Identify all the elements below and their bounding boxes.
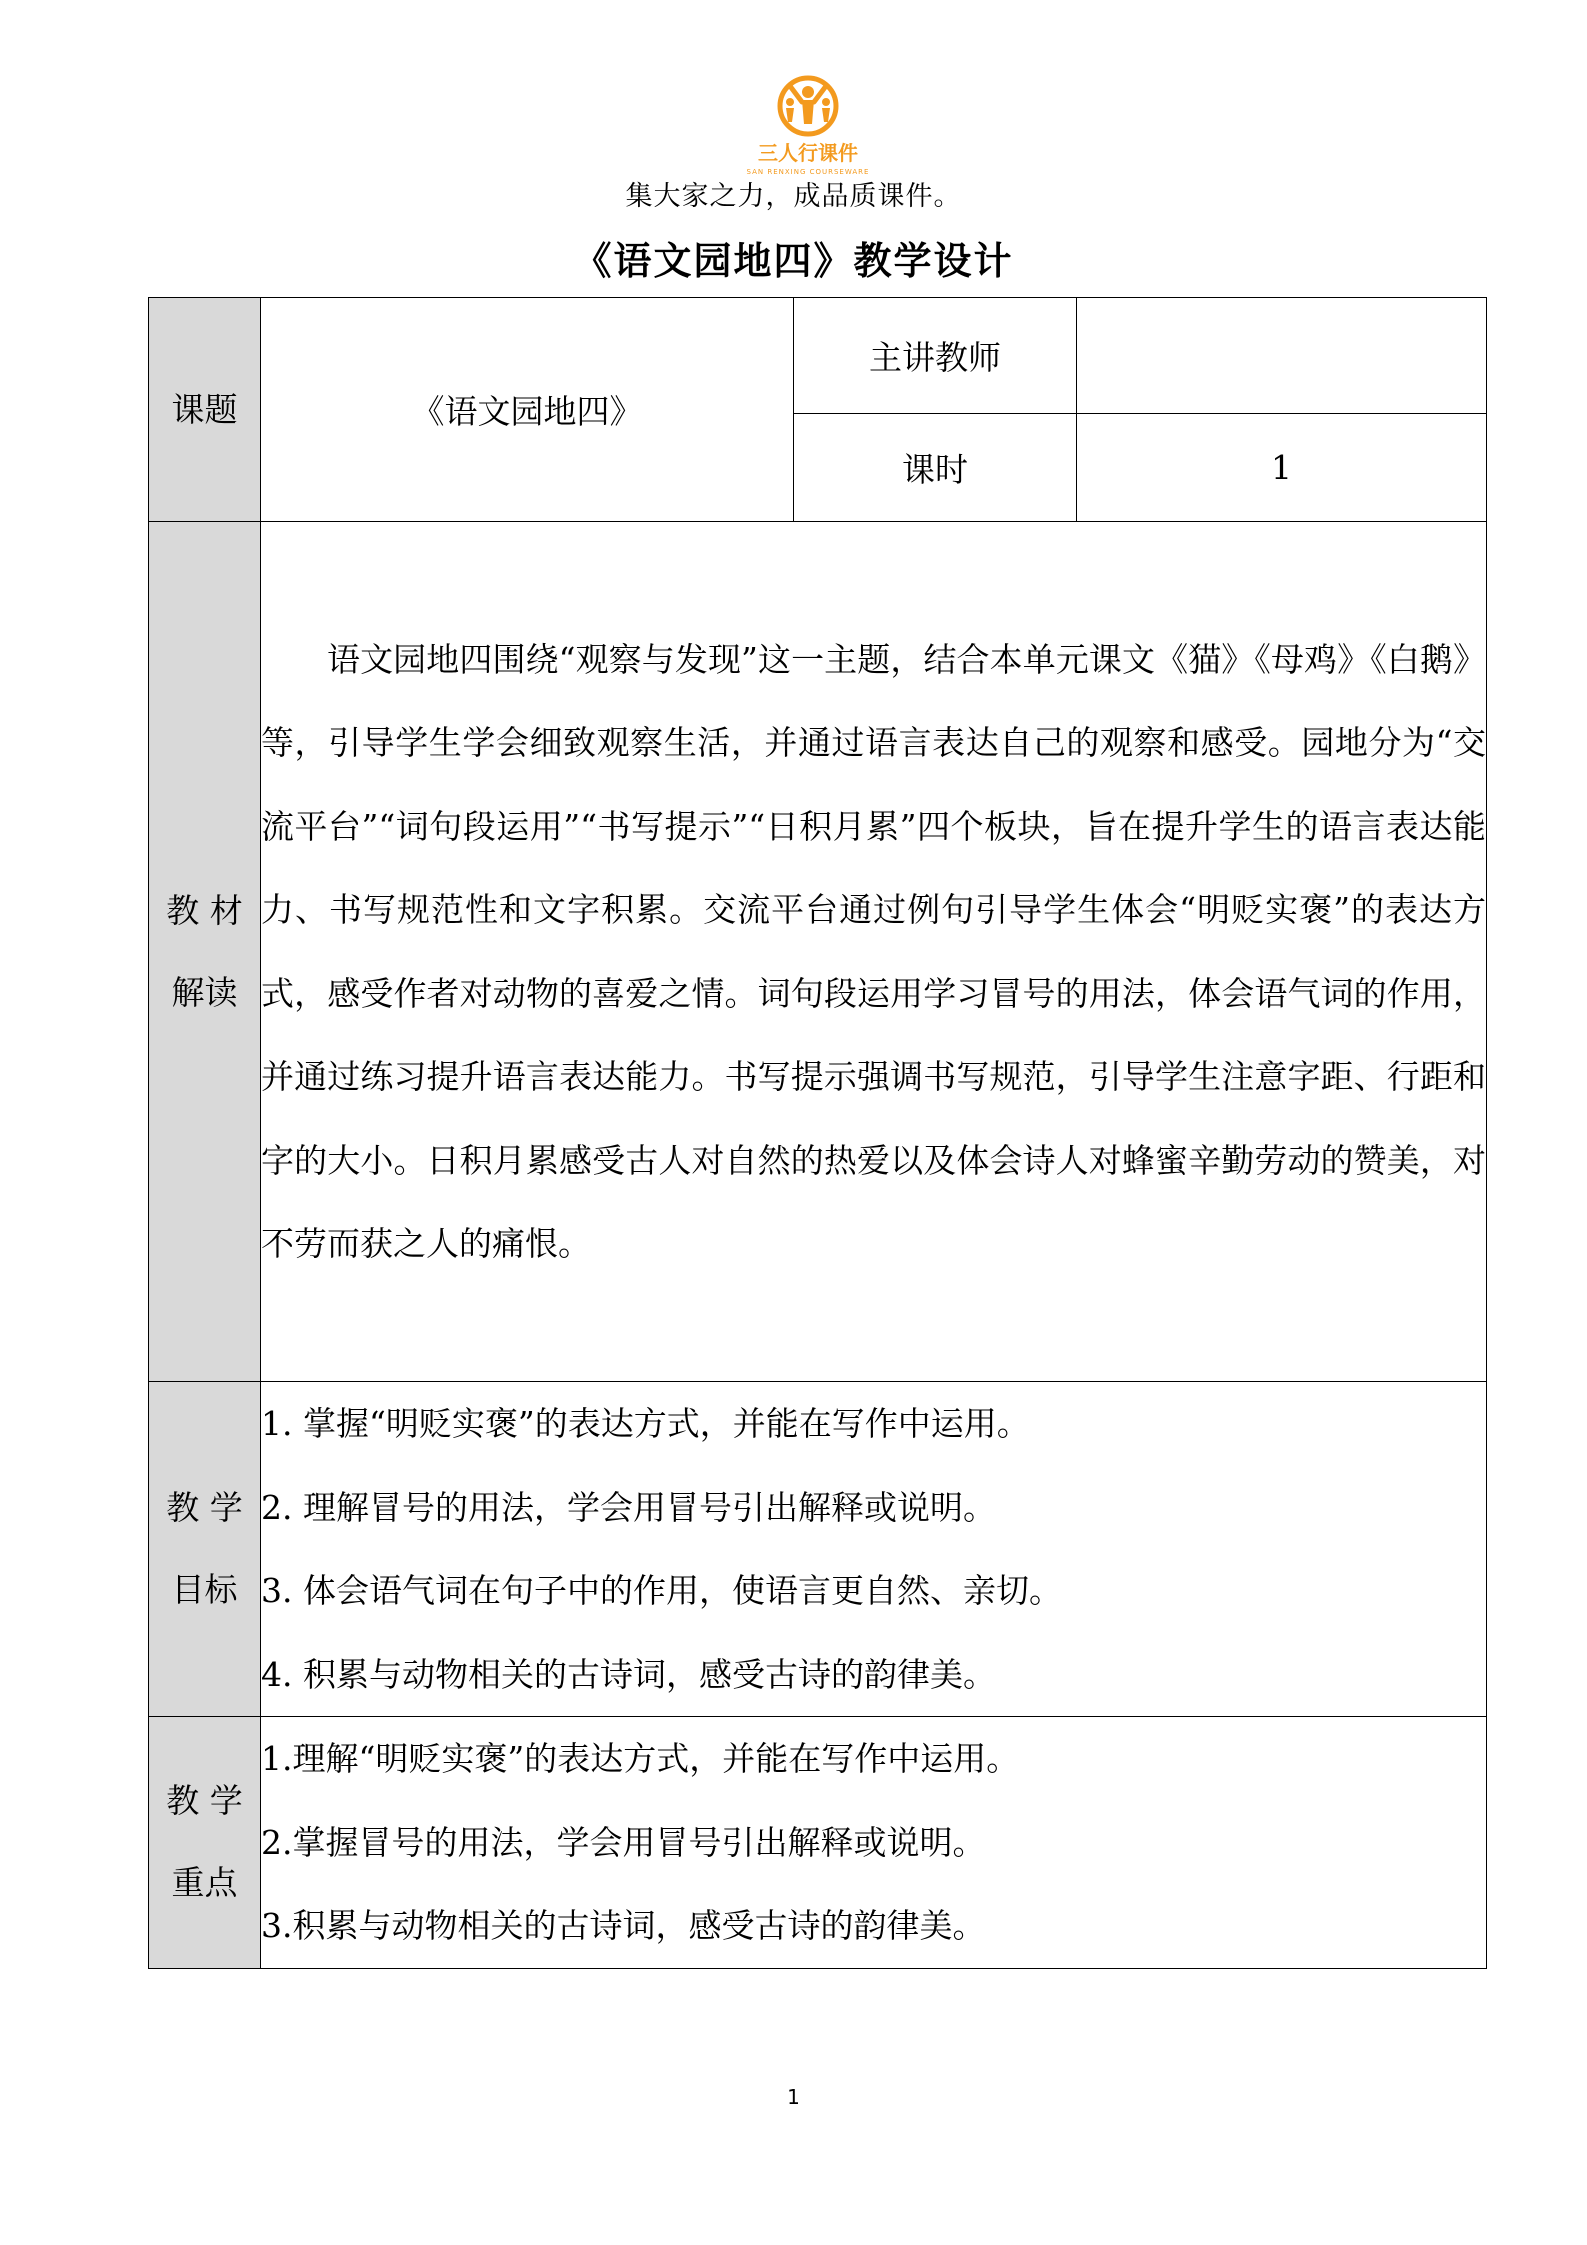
- topic-label: 课题: [149, 298, 261, 522]
- topic-row: [149, 298, 1487, 414]
- goals-label: [149, 1382, 261, 1717]
- material-label: [149, 522, 261, 1382]
- material-label-line1: 教 材: [166, 890, 243, 930]
- document-title: 《语文园地四》教学设计: [573, 238, 1014, 283]
- goals-label-line1: 教 学: [166, 1488, 243, 1527]
- topic-value: 《语文园地四》: [261, 298, 794, 522]
- goal-item: 3. 体会语气词在句子中的作用，使语言更自然、亲切。: [261, 1571, 1062, 1610]
- page-number: 1: [787, 2085, 800, 2109]
- material-text: 语文园地四围绕“观察与发现”这一主题，结合本单元课文《猫》《母鸡》《白鹅》等，引导学生学会细致观察生活，并通过语言表达自己的观察和感受。园地分为“交流平台”“词句段运用”“书写提示”“日积月累”四个板块，旨在提升学生的语言表达能力、书写规范性和文字积累。交流平台通过例句引导学生体会“明贬实褒”的表达方式，感受作者对动物的喜爱之情。词句段运用学习冒号的用法，体会语气词的作用，并通过练习提升语言表达能力。书写提示强调书写规范，引导学生注意字距、行距和字的大小。日积月累感受古人对自然的热爱以及体会诗人对蜂蜜辛勤劳动的赞美，对不劳而获之人的痛恨。: [261, 639, 1486, 1263]
- key-points-label: [149, 1717, 261, 1969]
- svg-text:三人行课件: 三人行课件: [758, 141, 858, 165]
- key-points-label-line2: 重点: [171, 1863, 238, 1903]
- lesson-plan-table: [148, 297, 1487, 1969]
- material-content: [261, 522, 1487, 1382]
- key-points-content: [261, 1717, 1487, 1969]
- goal-item: 2. 理解冒号的用法，学会用冒号引出解释或说明。: [261, 1487, 996, 1527]
- key-point-item: 1.理解“明贬实褒”的表达方式，并能在写作中运用。: [261, 1739, 1020, 1778]
- key-points-row: [149, 1717, 1487, 1969]
- teacher-value: [1077, 298, 1487, 414]
- goals-content: [261, 1382, 1487, 1717]
- goal-item: 4. 积累与动物相关的古诗词，感受古诗的韵律美。: [261, 1654, 996, 1694]
- key-points-label-line1: 教 学: [166, 1781, 243, 1821]
- hours-label: 课时: [794, 414, 1077, 522]
- svg-text:SAN RENXING COURSEWARE: SAN RENXING COURSEWARE: [746, 168, 870, 176]
- key-point-item: 2.掌握冒号的用法，学会用冒号引出解释或说明。: [261, 1822, 986, 1862]
- goal-item: 1. 掌握“明贬实褒”的表达方式，并能在写作中运用。: [261, 1404, 1030, 1443]
- tagline: 集大家之力，成品质课件。: [625, 181, 962, 212]
- goals-row: [149, 1382, 1487, 1717]
- key-point-item: 3.积累与动物相关的古诗词，感受古诗的韵律美。: [261, 1906, 986, 1945]
- people-cheering-logo-icon: [740, 72, 880, 182]
- material-label-line2: 解读: [171, 972, 238, 1012]
- material-row: [149, 522, 1487, 1382]
- teacher-label: 主讲教师: [794, 298, 1077, 414]
- brand-logo: [740, 72, 880, 182]
- hours-value: 1: [1077, 414, 1487, 522]
- goals-label-line2: 目标: [171, 1570, 238, 1609]
